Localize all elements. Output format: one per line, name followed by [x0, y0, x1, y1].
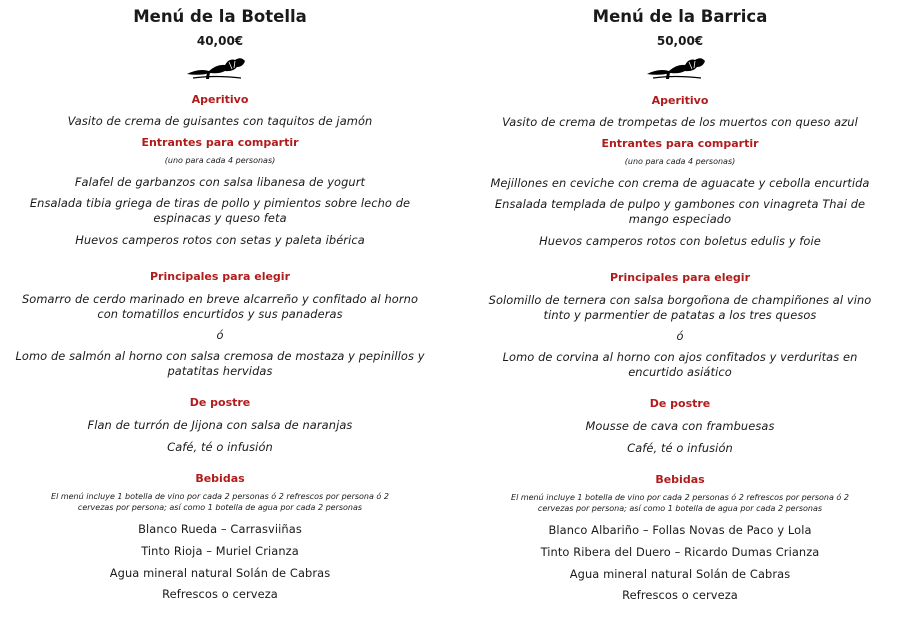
bebida-item-4: Refrescos o cerveza [622, 588, 738, 602]
entrante-item-2-line-1: Ensalada templada de pulpo y gambones con vinagreta Thai de [494, 197, 866, 211]
entrantes-heading: Entrantes para compartir [141, 136, 299, 149]
cafe-item: Café, té o infusión [627, 441, 733, 455]
bebidas-note-line-2: cervezas por persona; así como 1 botella de agua por cada 2 personas [537, 504, 823, 513]
principal-item-1-line-1: Somarro de cerdo marinado en breve alcarreño y confitado al horno [21, 292, 419, 306]
entrante-item-1: Mejillones en ceviche con crema de aguacate y cebolla encurtida [490, 176, 870, 190]
bebida-item-1: Blanco Rueda – Carrasviiñas [138, 522, 302, 536]
menu-title: Menú de la Botella [133, 7, 307, 26]
principal-item-2-line-2: patatitas hervidas [167, 364, 273, 378]
entrante-item-2-line-2: mango especiado [628, 212, 732, 226]
principal-item-1-line-2: tinto y parmentier de patatas a los tres quesos [543, 308, 817, 322]
bebidas-note-line-1: El menú incluye 1 botella de vino por cada 2 personas ó 2 refrescos por persona ó 2 [511, 493, 849, 502]
bebida-item-2: Tinto Ribera del Duero – Ricardo Dumas Crianza [540, 545, 820, 559]
entrantes-note: (uno para cada 4 personas) [164, 156, 276, 165]
menu-title: Menú de la Barrica [592, 7, 768, 26]
principal-separator: ó [676, 329, 684, 343]
principal-separator: ó [216, 328, 224, 342]
entrante-item-2-line-2: espinacas y queso feta [153, 211, 287, 225]
bebida-item-3: Agua mineral natural Solán de Cabras [109, 566, 331, 580]
tree-logo-icon [185, 52, 247, 80]
cafe-item: Café, té o infusión [167, 440, 273, 454]
principal-item-2-line-2: encurtido asiático [628, 365, 732, 379]
bebida-item-4: Refrescos o cerveza [162, 587, 278, 601]
postre-heading: De postre [189, 396, 251, 409]
bebida-item-3: Agua mineral natural Solán de Cabras [569, 567, 791, 581]
principales-heading: Principales para elegir [149, 270, 291, 283]
bebidas-note-line-1: El menú incluye 1 botella de vino por cada 2 personas ó 2 refrescos por persona ó 2 [51, 492, 389, 501]
principal-item-2-line-1: Lomo de corvina al horno con ajos confitados y verduritas en [502, 350, 858, 364]
bebida-item-1: Blanco Albariño – Follas Novas de Paco y Lola [548, 523, 812, 537]
tree-logo-icon [645, 52, 707, 80]
bebidas-heading: Bebidas [195, 472, 245, 485]
menu-price: 40,00€ [196, 34, 244, 48]
entrante-item-3: Huevos camperos rotos con boletus edulis y foie [539, 234, 821, 248]
bebidas-note-line-2: cervezas por persona; así como 1 botella de agua por cada 2 personas [77, 503, 363, 512]
bebidas-heading: Bebidas [655, 473, 705, 486]
entrante-item-2-line-1: Ensalada tibia griega de tiras de pollo y pimientos sobre lecho de [29, 196, 411, 210]
aperitivo-heading: Aperitivo [651, 94, 709, 107]
principales-heading: Principales para elegir [609, 271, 751, 284]
principal-item-1-line-1: Solomillo de ternera con salsa borgoñona de champiñones al vino [488, 293, 872, 307]
principal-item-2-line-1: Lomo de salmón al horno con salsa cremosa de mostaza y pepinillos y [15, 349, 425, 363]
aperitivo-item: Vasito de crema de trompetas de los muertos con queso azul [502, 115, 858, 129]
principal-item-1-line-2: con tomatillos encurtidos y sus panaderas [97, 307, 343, 321]
bebida-item-2: Tinto Rioja – Muriel Crianza [141, 544, 299, 558]
aperitivo-item: Vasito de crema de guisantes con taquitos de jamón [67, 114, 373, 128]
entrantes-note: (uno para cada 4 personas) [624, 157, 736, 166]
aperitivo-heading: Aperitivo [191, 93, 249, 106]
entrantes-heading: Entrantes para compartir [601, 137, 759, 150]
entrante-item-3: Huevos camperos rotos con setas y paleta ibérica [75, 233, 365, 247]
entrante-item-1: Falafel de garbanzos con salsa libanesa de yogurt [74, 175, 366, 189]
postre-item: Flan de turrón de Jijona con salsa de naranjas [87, 418, 353, 432]
postre-item: Mousse de cava con frambuesas [585, 419, 775, 433]
menu-price: 50,00€ [656, 34, 704, 48]
postre-heading: De postre [649, 397, 711, 410]
